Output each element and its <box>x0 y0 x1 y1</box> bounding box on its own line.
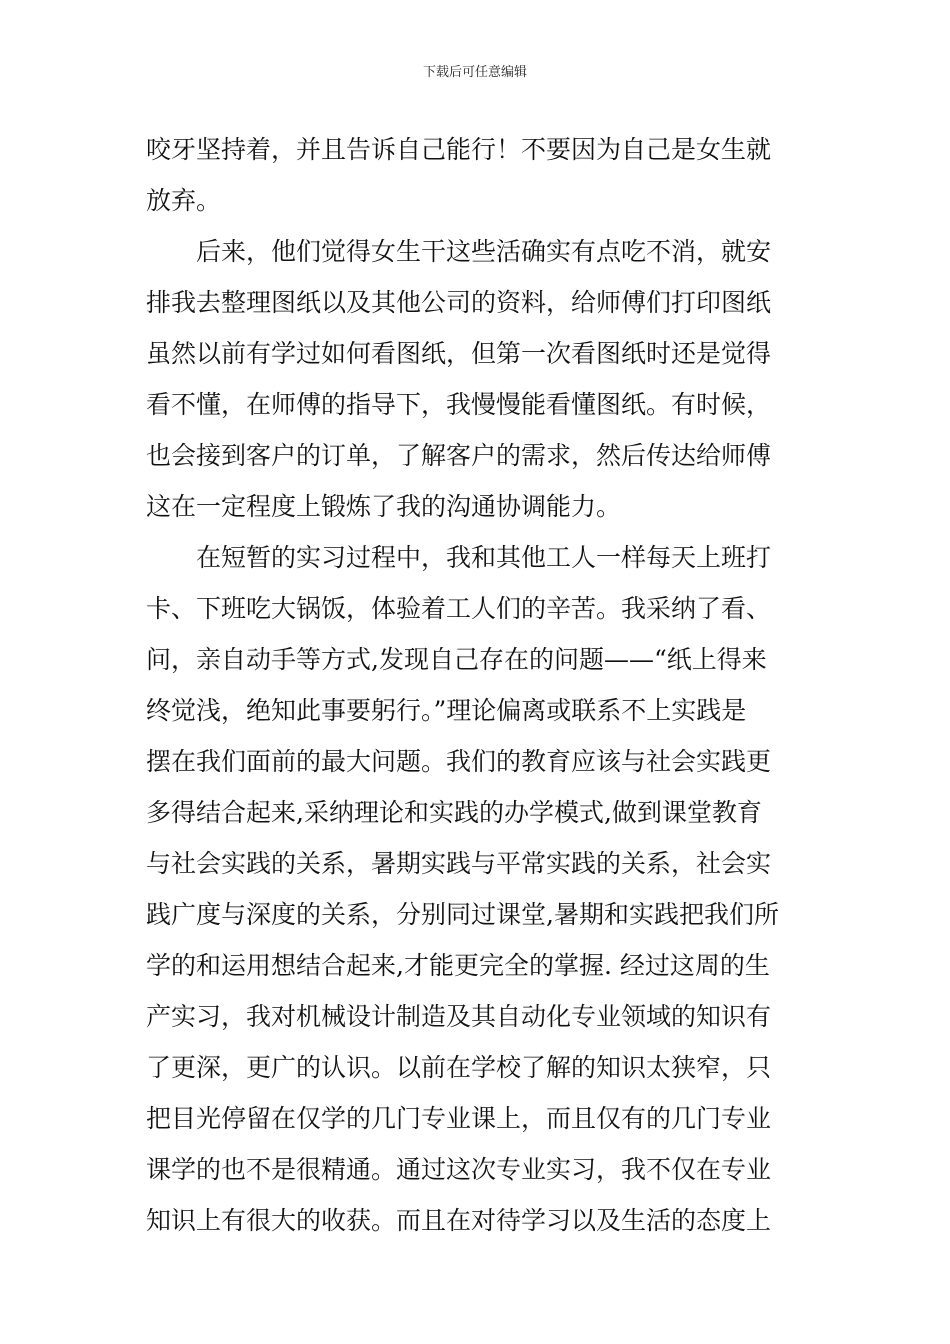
text-line: 与社会实践的关系，暑期实践与平常实践的关系，社会实 <box>146 849 772 878</box>
text-line: 也会接到客户的订单，了解客户的需求，然后传达给师傅 <box>146 441 772 470</box>
text-line: 这在一定程度上锻炼了我的沟通协调能力。 <box>146 492 622 521</box>
text-line: 了更深，更广的认识。以前在学校了解的知识太狭窄，只 <box>146 1053 772 1082</box>
text-line: 放弃。 <box>146 186 222 215</box>
text-line: 践广度与深度的关系，分别同过课堂,暑期和实践把我们所 <box>146 900 779 929</box>
text-line: 卡、下班吃大锅饭，体验着工人们的辛苦。我采纳了看、 <box>146 594 772 623</box>
page-header: 下载后可任意编辑 <box>422 65 527 80</box>
text-line: 产实习，我对机械设计制造及其自动化专业领域的知识有 <box>146 1002 772 1031</box>
text-line: 多得结合起来,采纳理论和实践的办学模式,做到课堂教育 <box>146 798 762 827</box>
text-line: 看不懂，在师傅的指导下，我慢慢能看懂图纸。有时候， <box>146 390 772 419</box>
text-line: 咬牙坚持着，并且告诉自己能行！不要因为自己是女生就 <box>146 135 772 164</box>
text-line: 课学的也不是很精通。通过这次专业实习，我不仅在专业 <box>146 1155 772 1184</box>
text-line: 问，亲自动手等方式,发现自己存在的问题——“纸上得来 <box>146 645 767 674</box>
text-line: 知识上有很大的收获。而且在对待学习以及生活的态度上 <box>146 1206 772 1235</box>
text-line: 摆在我们面前的最大问题。我们的教育应该与社会实践更 <box>146 747 772 776</box>
text-line: 后来，他们觉得女生干这些活确实有点吃不消，就安 <box>146 237 772 266</box>
document-body <box>146 124 810 1246</box>
text-line: 终觉浅，绝知此事要躬行。”理论偏离或联系不上实践是 <box>146 696 747 725</box>
text-line: 把目光停留在仅学的几门专业课上，而且仅有的几门专业 <box>146 1104 772 1133</box>
text-line: 学的和运用想结合起来,才能更完全的掌握. 经过这周的生 <box>146 951 770 980</box>
text-line: 虽然以前有学过如何看图纸，但第一次看图纸时还是觉得 <box>146 339 772 368</box>
text-line: 在短暂的实习过程中，我和其他工人一样每天上班打 <box>146 543 772 572</box>
text-line: 排我去整理图纸以及其他公司的资料，给师傅们打印图纸 <box>146 288 772 317</box>
